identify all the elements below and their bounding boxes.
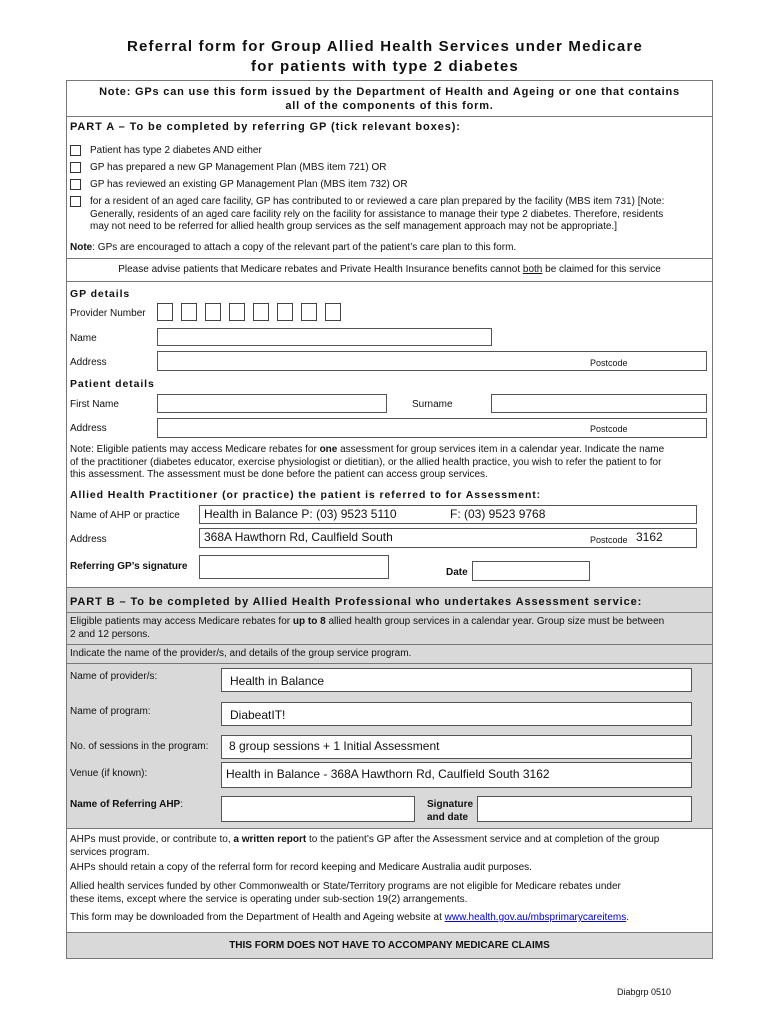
gp-name-field[interactable] [157,328,492,346]
ahp-address-value: 368A Hawthorn Rd, Caulfield South [204,530,393,544]
provider-digit[interactable] [157,303,173,321]
checkbox-label: for a resident of an aged care facility, GP has contributed to or reviewed a care plan prepared by the facility (MBS item 731) [Note: Generally, residents of an aged care facility rely on the facility for assistance to manage their type 2 diabetes. Therefore, residents may not need to be referred for allied health group services as the self management approach may not be appropriate.] [90,196,665,232]
note-line1: Note: GPs can use this form issued by the Department of Health and Ageing or one that contains [99,86,680,98]
ahp-postcode-value: 3162 [636,530,663,544]
provider-digit[interactable] [205,303,221,321]
indicate-text: Indicate the name of the provider/s, and details of the group service program. [70,648,412,659]
ahp-address-label: Address [70,534,107,545]
provider-number-label: Provider Number [70,308,146,319]
gp-signature-field[interactable] [199,555,389,579]
ahp-name-value: Health in Balance P: (03) 9523 5110 [204,507,397,521]
surname-label: Surname [412,399,453,410]
claims-text: THIS FORM DOES NOT HAVE TO ACCOMPANY MEDICARE CLAIMS [229,940,550,951]
ahp-name-label: Name of AHP or practice [70,510,180,521]
advise-box [66,258,713,282]
provider-digit[interactable] [181,303,197,321]
program-field[interactable] [221,702,692,726]
written-report-note: AHPs must provide, or contribute to, a written report to the patient’s GP after the Assessment service and at completion of the group services program. [70,834,660,858]
provider-digit[interactable] [277,303,293,321]
ahp-heading: Allied Health Practitioner (or practice) the patient is referred to for Assessment: [70,489,542,501]
care-plan-note: Note: GPs are encouraged to attach a copy of the relevant part of the patient’s care plan to this form. [70,242,517,253]
download-note: This form may be downloaded from the Department of Health and Ageing website at www.health.gov.au/mbsprimarycareitems. [70,912,629,923]
checkbox-new-plan[interactable] [70,162,81,173]
referring-ahp-field[interactable] [221,796,415,822]
signature-date-field[interactable] [477,796,692,822]
download-link[interactable]: www.health.gov.au/mbsprimarycareitems [444,912,627,923]
patient-postcode-label: Postcode [590,424,628,434]
provider-digit[interactable] [301,303,317,321]
form-title-line2: for patients with type 2 diabetes [251,58,519,75]
eligibility-note: Note: Eligible patients may access Medicare rebates for one assessment for group services item in a calendar year. Indicate the name of the practitioner (diabetes educator, exercise physiologist or dietitian), or the allied health practice, you wish to refer the patient to for this assessment. The assessment must be done before the patient can access group services. [70,444,665,480]
claims-banner [66,932,713,959]
gp-address-label: Address [70,357,107,368]
checkbox-aged-care[interactable] [70,196,81,207]
checkbox-label: Patient has type 2 diabetes AND either [90,145,262,156]
gp-signature-label: Referring GP’s signature [70,561,188,572]
provider-digit[interactable] [229,303,245,321]
part-b-eligibility: Eligible patients may access Medicare rebates for up to 8 allied health group services in a calendar year. Group size must be between 2 and 12 persons. [70,616,665,640]
form-code: Diabgrp 0510 [617,987,672,997]
checkbox-type2-diabetes[interactable] [70,145,81,156]
referring-ahp-label: Name of Referring AHP: [70,799,183,810]
note-line2: all of the components of this form. [285,100,494,112]
date-field[interactable] [472,561,590,581]
date-label: Date [446,567,468,578]
form-title-line1: Referral form for Group Allied Health Services under Medicare [126,38,644,55]
part-a-heading: PART A – To be completed by referring GP (tick relevant boxes): [70,121,461,133]
advise-text: Please advise patients that Medicare rebates and Private Health Insurance benefits cannot both be claimed for this service [118,264,661,275]
retain-note: AHPs should retain a copy of the referral form for record keeping and Medicare Australia audit purposes. [70,862,532,873]
funded-note: Allied health services funded by other Commonwealth or State/Territory programs are not eligible for Medicare rebates under these items, except where the service is operating under sub-section 19(2) arrangements. [70,881,621,905]
checkbox-label: GP has prepared a new GP Management Plan (MBS item 721) OR [90,162,387,173]
provider-digit[interactable] [253,303,269,321]
providers-label: Name of provider/s: [70,671,158,682]
note-box [66,80,713,117]
checkbox-label: GP has reviewed an existing GP Management Plan (MBS item 732) OR [90,179,408,190]
patient-address-label: Address [70,423,107,434]
provider-digit[interactable] [325,303,341,321]
ahp-postcode-label: Postcode [590,535,628,545]
gp-details-heading: GP details [70,288,131,300]
checkbox-reviewed-plan[interactable] [70,179,81,190]
sessions-label: No. of sessions in the program: [70,741,209,752]
surname-field[interactable] [491,394,707,413]
program-value: DiabeatIT! [230,708,286,722]
ahp-fax-value: F: (03) 9523 9768 [450,507,546,521]
patient-details-heading: Patient details [70,378,155,390]
program-label: Name of program: [70,706,151,717]
signature-date-label: Signature and date [427,799,474,823]
gp-postcode-label: Postcode [590,358,628,368]
gp-name-label: Name [70,333,97,344]
venue-label: Venue (if known): [70,768,148,779]
venue-value: Health in Balance - 368A Hawthorn Rd, Caulfield South 3162 [226,767,550,781]
providers-value: Health in Balance [230,674,325,688]
part-b-heading: PART B – To be completed by Allied Health Professional who undertakes Assessment service: [70,596,643,608]
sessions-value: 8 group sessions + 1 Initial Assessment [229,739,440,753]
first-name-label: First Name [70,399,119,410]
first-name-field[interactable] [157,394,387,413]
